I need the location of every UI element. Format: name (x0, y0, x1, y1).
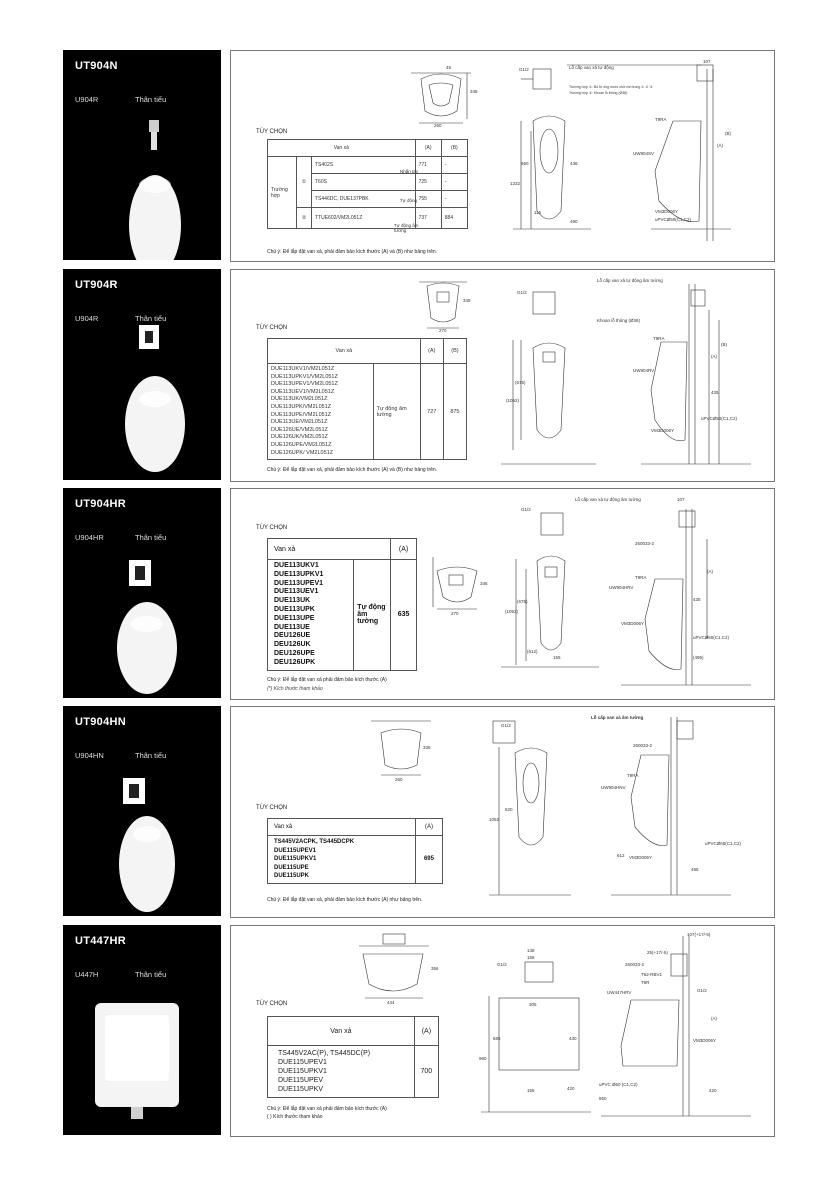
case-note: Trường hợp ②: Khoan lỗ thông (Ø38) (569, 91, 628, 95)
product-type: Thân tiểu (135, 751, 167, 760)
part-label: G1/2 (697, 988, 707, 993)
detail-card (230, 706, 775, 918)
a-cell: 727 (420, 364, 443, 460)
valve-item: TS445V2AC(P), TS445DC(P) (278, 1050, 371, 1057)
col-a: (A) (415, 819, 442, 836)
b-cell: - (441, 157, 467, 174)
dim-label: 435 (711, 390, 719, 395)
part-label: UW904SV (633, 151, 655, 156)
col-b: (B) (443, 339, 466, 364)
detail-card (230, 269, 775, 482)
mode-cell: Tự động âm tường (373, 364, 420, 460)
dim-label: 138 (527, 948, 535, 953)
urinal-image (63, 50, 221, 260)
valve-item: DEU126UPK (274, 658, 316, 666)
a-cell: 700 (414, 1046, 438, 1098)
reference-note: ( ) Kích thước tham khảo (267, 1114, 323, 1120)
col-a: (A) (391, 539, 417, 560)
dim-label: 1052 (489, 817, 500, 822)
part-label: UW904RV (633, 368, 655, 373)
dim-label: 345 (463, 298, 471, 303)
dim-label: 685 (493, 1036, 501, 1041)
dim-label: 356 (431, 966, 439, 971)
model-title: UT904R (75, 279, 118, 291)
product-type: Thân tiểu (135, 95, 167, 104)
part-label: UW447HRV (607, 990, 632, 995)
technical-drawing (231, 926, 774, 1136)
valve-item: DUE126UPE/VM2L051Z (271, 441, 332, 448)
part-label: T9RA (653, 336, 665, 341)
valve-item: DUE113UPK/VM2L051Z (271, 403, 332, 410)
dim-label: 107(+17/-5) (687, 932, 711, 937)
part-label: uPVC Ø60 (C1,C2) (599, 1082, 638, 1087)
b-cell: 884 (441, 208, 467, 229)
valve-item: DUE126UK/VM2L051Z (271, 434, 328, 441)
supply-label: Lỗ cấp van xả tự động âm tường (575, 497, 641, 502)
mode-cell: Tự động âm tường (354, 560, 391, 671)
pipe-label: G1/2 (521, 507, 531, 512)
dim-label: 346 (480, 581, 488, 586)
dim-label: 155 (553, 655, 561, 660)
b-cell: 875 (443, 364, 466, 460)
part-label: VM3D006Y (621, 621, 645, 626)
dim-label: 25(+17/-5) (647, 950, 668, 955)
valve-item: DUE115UPEV (278, 1077, 324, 1084)
model-title: UT904N (75, 60, 118, 72)
valve-item: DUE115UPEV1 (274, 847, 317, 854)
dim-label: 270 (451, 611, 459, 616)
a-cell: 635 (391, 560, 417, 671)
options-title: TÙY CHỌN (256, 325, 288, 331)
install-note: Chú ý: Để lắp đặt van xả phải đảm bảo kích thước (A) (267, 677, 387, 683)
a-cell: 737 (415, 208, 441, 229)
col-valve: Van xả (268, 140, 416, 157)
dim-label: (1052) (505, 609, 519, 614)
b-cell: - (441, 174, 467, 191)
valve-item: DEU126UPE (274, 649, 315, 657)
valve-item: DUE115UPKV1 (274, 856, 317, 862)
dim-label: 850 (599, 1096, 607, 1101)
col-valve: Van xả (268, 539, 391, 560)
b-cell: - (441, 191, 467, 208)
dim-a: (A) (717, 143, 723, 148)
dim-label: 430 (569, 1036, 577, 1041)
valve-item: DUE115UPKV (278, 1086, 324, 1093)
install-note: Chú ý: Để lắp đặt van xả, phải đảm bảo kích thước (A) và (B) như bảng trên. (267, 249, 438, 255)
dim-label: 420 (709, 1088, 717, 1093)
valve-item: DUE113UPE/VM2L051Z (271, 411, 332, 418)
valve-item: DUE113UPKV1 (274, 570, 324, 578)
col-valve: Van xả (268, 1017, 415, 1046)
valve-item: DUE113UPE (274, 614, 315, 622)
part-label: UW904HNV (601, 785, 626, 790)
valve-item: TS445V2ACPK, TS445DCPK (274, 839, 355, 845)
valve-item: DUE115UPE (274, 864, 309, 871)
case-label: Trường hợp (268, 157, 297, 229)
part-label: uPVCØ50(C1,C2) (655, 217, 692, 222)
valve-item: DUE126UE/VM2L051Z (271, 426, 328, 433)
col-a: (A) (414, 1017, 438, 1046)
dim-label: 158 (527, 955, 535, 960)
dim-label: 107 (677, 497, 685, 502)
part-label: VM3D006Y (655, 209, 679, 214)
part-label: 260033-2 (635, 541, 655, 546)
dim-label: 420 (567, 1086, 575, 1091)
valve-item: DUE113UK (274, 597, 311, 605)
model-code: U904HN (75, 751, 104, 760)
dim-a: (A) (711, 1016, 717, 1021)
install-note: Chú ý: Để lắp đặt van xả phải đảm bảo kích thước (A) (267, 1106, 387, 1112)
supply-label: Lỗ cấp van xả âm tường (591, 715, 644, 720)
valve-cell: TS446DC, DUE137PBK (312, 191, 416, 208)
a-cell: 695 (415, 836, 442, 884)
col-a: (A) (420, 339, 443, 364)
case-1: ① (297, 157, 312, 208)
product-panel (63, 488, 221, 698)
technical-drawing (231, 51, 774, 261)
dim-label: 435 (693, 597, 701, 602)
product-panel (63, 50, 221, 260)
mode-auto: Tự động (400, 198, 418, 203)
valve-item: DUE115UPK (274, 873, 310, 879)
dim-label: 260 (434, 123, 442, 128)
col-a: (A) (415, 140, 441, 157)
dim-label: 45 (446, 65, 452, 70)
valve-item: DEU126UE (274, 632, 311, 640)
dim-label: (495) (693, 655, 704, 660)
model-code: U447H (75, 970, 99, 979)
case-2: ② (297, 208, 312, 229)
product-type: Thân tiểu (135, 970, 167, 979)
part-label: VM3D006Y (693, 1038, 717, 1043)
install-note: Chú ý: Để lắp đặt van xả, phải đảm bảo kích thước (A) và (B) như bảng trên. (267, 467, 438, 473)
valve-item: DEU126UK (274, 641, 311, 649)
valve-item: DUE113UE (274, 623, 310, 631)
pipe-label: G1/2 (497, 962, 507, 967)
product-type: Thân tiểu (135, 314, 167, 323)
drill-label: Khoan lỗ thông (Ø38) (597, 318, 641, 323)
reference-note: (*) Kích thước tham khảo (267, 686, 323, 692)
urinal-image (63, 706, 221, 916)
part-label: T62-RBV1 (641, 972, 663, 977)
valve-item: DUE115UPKV1 (278, 1068, 327, 1075)
col-b: (B) (441, 140, 467, 157)
supply-label: Lỗ cấp van xả tự động (569, 65, 614, 70)
pipe-label: G1/2 (519, 67, 529, 72)
dim-label: 107 (703, 59, 711, 64)
dim-label: 495 (691, 867, 699, 872)
valve-item: DUE113UPK (274, 605, 315, 613)
part-label: uPVCØ60(C1,C2) (693, 635, 730, 640)
dim-b: (B) (725, 131, 731, 136)
dim-label: 438 (570, 161, 578, 166)
a-cell: 771 (415, 157, 441, 174)
dim-label: 490 (570, 219, 578, 224)
technical-drawing (231, 489, 774, 699)
detail-card (230, 925, 775, 1137)
dim-label: 620 (505, 807, 513, 812)
a-cell: 755 (415, 191, 441, 208)
options-title: TÙY CHỌN (256, 805, 288, 811)
product-panel (63, 925, 221, 1135)
part-label: uPVCØ60(C1,C2) (705, 841, 742, 846)
valve-item: DUE115UPEV1 (278, 1059, 327, 1066)
supply-label: Lỗ cấp van xả tự động âm tường (597, 278, 663, 283)
technical-drawing (231, 707, 774, 917)
dim-b: (B) (721, 342, 727, 347)
pipe-label: G1/2 (501, 723, 511, 728)
product-type: Thân tiểu (135, 533, 167, 542)
dim-label: 155 (527, 1088, 535, 1093)
model-title: UT904HR (75, 498, 127, 510)
valve-item: DUE113UKV1 (274, 562, 319, 569)
model-code: U904HR (75, 533, 104, 542)
options-title: TÙY CHỌN (256, 525, 288, 531)
dim-label: (675) (517, 599, 528, 604)
part-label: T9RA (627, 773, 639, 778)
dim-label: 612 (617, 853, 625, 858)
valve-item: DUE113UPEV1 (274, 579, 324, 587)
options-title: TÙY CHỌN (256, 1001, 288, 1007)
technical-drawing (231, 270, 774, 481)
urinal-image (63, 269, 221, 480)
pipe-label: G1/2 (517, 290, 527, 295)
dim-a: (A) (711, 354, 717, 359)
part-label: T9R (641, 980, 650, 985)
mode-auto-wall: Tự động âm tường (394, 223, 419, 233)
valve-item: DUE126UPK/ VM2L051Z (271, 449, 334, 456)
product-panel (63, 706, 221, 916)
valve-item: DUE113UPKV1/VM2L051Z (271, 373, 338, 380)
part-label: VM3D006Y (629, 855, 653, 860)
a-cell: 725 (415, 174, 441, 191)
case-note: Trường hợp ①: Bố trí ống nước chờ nơi trong ① ② ③ (569, 85, 653, 89)
part-label: VM3D006Y (651, 428, 675, 433)
dim-label: 336 (423, 745, 431, 750)
dim-label: (612) (527, 649, 538, 654)
part-label: T9RA (655, 117, 667, 122)
urinal-image (63, 488, 221, 698)
valve-cell: TS402S (312, 157, 416, 174)
detail-card (230, 488, 775, 700)
dim-label: 660 (521, 161, 529, 166)
install-note: Chú ý: Để lắp đặt van xả, phải đảm bảo kích thước (A) như bảng trên. (267, 897, 423, 903)
part-label: T9RA (635, 575, 647, 580)
valve-item: DUE113UPEV1/VM2L051Z (271, 381, 338, 388)
part-label: 260033-2 (625, 962, 645, 967)
dim-label: 444 (387, 1000, 395, 1005)
model-title: UT904HN (75, 716, 127, 728)
dim-label: 270 (439, 328, 447, 333)
dim-label: 115 (534, 210, 542, 215)
mode-manual: Nhấn tay (400, 169, 419, 174)
part-label: uPVCØ50(C1,C2) (701, 416, 738, 421)
valve-item: DUE113UK/VM2L051Z (271, 396, 328, 403)
dim-label: 305 (529, 1002, 537, 1007)
model-code: U904R (75, 95, 99, 104)
valve-cell: TTUE602/VM2L051Z (312, 208, 416, 229)
options-title: TÙY CHỌN (256, 129, 288, 135)
dim-label: (1052) (506, 398, 520, 403)
dim-label: 348 (470, 89, 478, 94)
dim-a: (A) (707, 569, 713, 574)
dim-label: 1332 (510, 181, 521, 186)
dim-label: (675) (515, 380, 526, 385)
detail-card (230, 50, 775, 262)
valve-cell: T60S (312, 174, 416, 191)
model-code: U904R (75, 314, 99, 323)
part-label: 260033-2 (633, 743, 653, 748)
dim-label: 960 (479, 1056, 487, 1061)
col-valve: Van xả (268, 339, 421, 364)
valve-item: DUE113UEV1 (274, 588, 319, 596)
valve-item: DUE113UE/VM2L051Z (271, 419, 328, 426)
valve-item: DUE113UEV1/VM2L051Z (271, 388, 335, 395)
dim-label: 260 (395, 777, 403, 782)
col-valve: Van xả (268, 819, 416, 836)
valve-item: DUE113UKV1/VM2L051Z (271, 366, 335, 372)
part-label: UW904HRV (609, 585, 634, 590)
product-panel (63, 269, 221, 480)
urinal-image (63, 925, 221, 1135)
model-title: UT447HR (75, 935, 127, 947)
